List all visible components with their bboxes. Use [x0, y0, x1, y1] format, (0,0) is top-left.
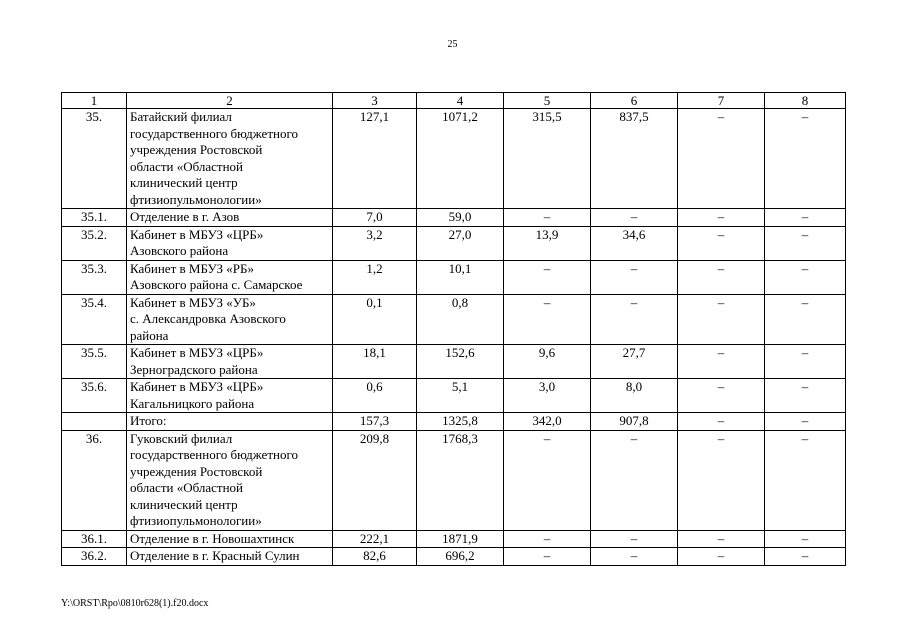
- value-col-4: 1325,8: [417, 413, 504, 431]
- table-row: [62, 530, 846, 548]
- value-col-5: –: [504, 294, 591, 345]
- table-row: [62, 548, 846, 566]
- row-number: 35.4.: [62, 294, 127, 345]
- value-col-4: 1071,2: [417, 109, 504, 209]
- row-name: Гуковский филиал государственного бюджетного учреждения Ростовской области «Областной клинический центр фтизиопульмонологии»: [127, 430, 333, 530]
- row-name: Итого:: [127, 413, 333, 431]
- table-row: [62, 413, 846, 431]
- row-name: Отделение в г. Красный Сулин: [127, 548, 333, 566]
- column-header: 1: [62, 93, 127, 109]
- value-col-8: –: [765, 294, 846, 345]
- row-number: [62, 413, 127, 431]
- page-number: 25: [447, 39, 458, 50]
- value-col-7: –: [678, 226, 765, 260]
- value-col-4: 1871,9: [417, 530, 504, 548]
- value-col-8: –: [765, 109, 846, 209]
- value-col-3: 7,0: [333, 209, 417, 227]
- value-col-5: –: [504, 530, 591, 548]
- value-col-3: 1,2: [333, 260, 417, 294]
- row-number: 36.1.: [62, 530, 127, 548]
- value-col-4: 59,0: [417, 209, 504, 227]
- value-col-3: 3,2: [333, 226, 417, 260]
- row-number: 35.2.: [62, 226, 127, 260]
- value-col-4: 152,6: [417, 345, 504, 379]
- value-col-7: –: [678, 260, 765, 294]
- table-row: [62, 345, 846, 379]
- column-header: 8: [765, 93, 846, 109]
- value-col-6: 27,7: [591, 345, 678, 379]
- row-number: 35.5.: [62, 345, 127, 379]
- footer-file-path: Y:\ORST\Rpo\0810r628(1).f20.docx: [61, 598, 209, 609]
- value-col-6: –: [591, 294, 678, 345]
- value-col-4: 27,0: [417, 226, 504, 260]
- value-col-3: 0,1: [333, 294, 417, 345]
- value-col-8: –: [765, 379, 846, 413]
- row-name: Отделение в г. Новошахтинск: [127, 530, 333, 548]
- value-col-6: 907,8: [591, 413, 678, 431]
- row-name: Кабинет в МБУЗ «УБ» с. Александровка Азовского района: [127, 294, 333, 345]
- value-col-8: –: [765, 548, 846, 566]
- column-header: 5: [504, 93, 591, 109]
- table-row: [62, 379, 846, 413]
- column-header: 4: [417, 93, 504, 109]
- row-name: Отделение в г. Азов: [127, 209, 333, 227]
- table-header-row: [62, 93, 846, 109]
- value-col-6: –: [591, 430, 678, 530]
- value-col-7: –: [678, 345, 765, 379]
- value-col-8: –: [765, 209, 846, 227]
- column-header: 3: [333, 93, 417, 109]
- value-col-6: 837,5: [591, 109, 678, 209]
- value-col-7: –: [678, 548, 765, 566]
- value-col-5: –: [504, 548, 591, 566]
- value-col-3: 157,3: [333, 413, 417, 431]
- row-name: Батайский филиал государственного бюджетного учреждения Ростовской области «Областной клинический центр фтизиопульмонологии»: [127, 109, 333, 209]
- value-col-6: –: [591, 530, 678, 548]
- row-number: 35.3.: [62, 260, 127, 294]
- value-col-4: 10,1: [417, 260, 504, 294]
- value-col-5: –: [504, 430, 591, 530]
- value-col-3: 209,8: [333, 430, 417, 530]
- row-name: Кабинет в МБУЗ «ЦРБ» Кагальницкого района: [127, 379, 333, 413]
- table-row: [62, 260, 846, 294]
- row-name: Кабинет в МБУЗ «ЦРБ» Зерноградского района: [127, 345, 333, 379]
- value-col-5: –: [504, 260, 591, 294]
- table-row: [62, 430, 846, 530]
- table-row: [62, 109, 846, 209]
- row-number: 35.: [62, 109, 127, 209]
- row-number: 35.1.: [62, 209, 127, 227]
- value-col-8: –: [765, 430, 846, 530]
- value-col-4: 1768,3: [417, 430, 504, 530]
- column-header: 2: [127, 93, 333, 109]
- value-col-8: –: [765, 260, 846, 294]
- value-col-6: –: [591, 260, 678, 294]
- value-col-6: 34,6: [591, 226, 678, 260]
- table-row: [62, 226, 846, 260]
- value-col-5: 315,5: [504, 109, 591, 209]
- table-row: [62, 209, 846, 227]
- value-col-6: –: [591, 548, 678, 566]
- data-table: [61, 92, 846, 566]
- value-col-7: –: [678, 430, 765, 530]
- value-col-7: –: [678, 109, 765, 209]
- value-col-8: –: [765, 226, 846, 260]
- table-body: [62, 109, 846, 566]
- value-col-6: 8,0: [591, 379, 678, 413]
- value-col-5: 13,9: [504, 226, 591, 260]
- value-col-8: –: [765, 413, 846, 431]
- value-col-6: –: [591, 209, 678, 227]
- value-col-3: 82,6: [333, 548, 417, 566]
- value-col-5: 3,0: [504, 379, 591, 413]
- value-col-8: –: [765, 530, 846, 548]
- value-col-7: –: [678, 379, 765, 413]
- value-col-5: –: [504, 209, 591, 227]
- row-name: Кабинет в МБУЗ «РБ» Азовского района с. Самарское: [127, 260, 333, 294]
- value-col-7: –: [678, 413, 765, 431]
- table-row: [62, 294, 846, 345]
- value-col-5: 342,0: [504, 413, 591, 431]
- value-col-5: 9,6: [504, 345, 591, 379]
- value-col-3: 0,6: [333, 379, 417, 413]
- row-name: Кабинет в МБУЗ «ЦРБ» Азовского района: [127, 226, 333, 260]
- value-col-3: 222,1: [333, 530, 417, 548]
- row-number: 36.2.: [62, 548, 127, 566]
- value-col-4: 5,1: [417, 379, 504, 413]
- value-col-4: 0,8: [417, 294, 504, 345]
- column-header: 7: [678, 93, 765, 109]
- value-col-8: –: [765, 345, 846, 379]
- value-col-7: –: [678, 530, 765, 548]
- row-number: 36.: [62, 430, 127, 530]
- value-col-7: –: [678, 209, 765, 227]
- column-header: 6: [591, 93, 678, 109]
- value-col-7: –: [678, 294, 765, 345]
- value-col-4: 696,2: [417, 548, 504, 566]
- value-col-3: 18,1: [333, 345, 417, 379]
- value-col-3: 127,1: [333, 109, 417, 209]
- row-number: 35.6.: [62, 379, 127, 413]
